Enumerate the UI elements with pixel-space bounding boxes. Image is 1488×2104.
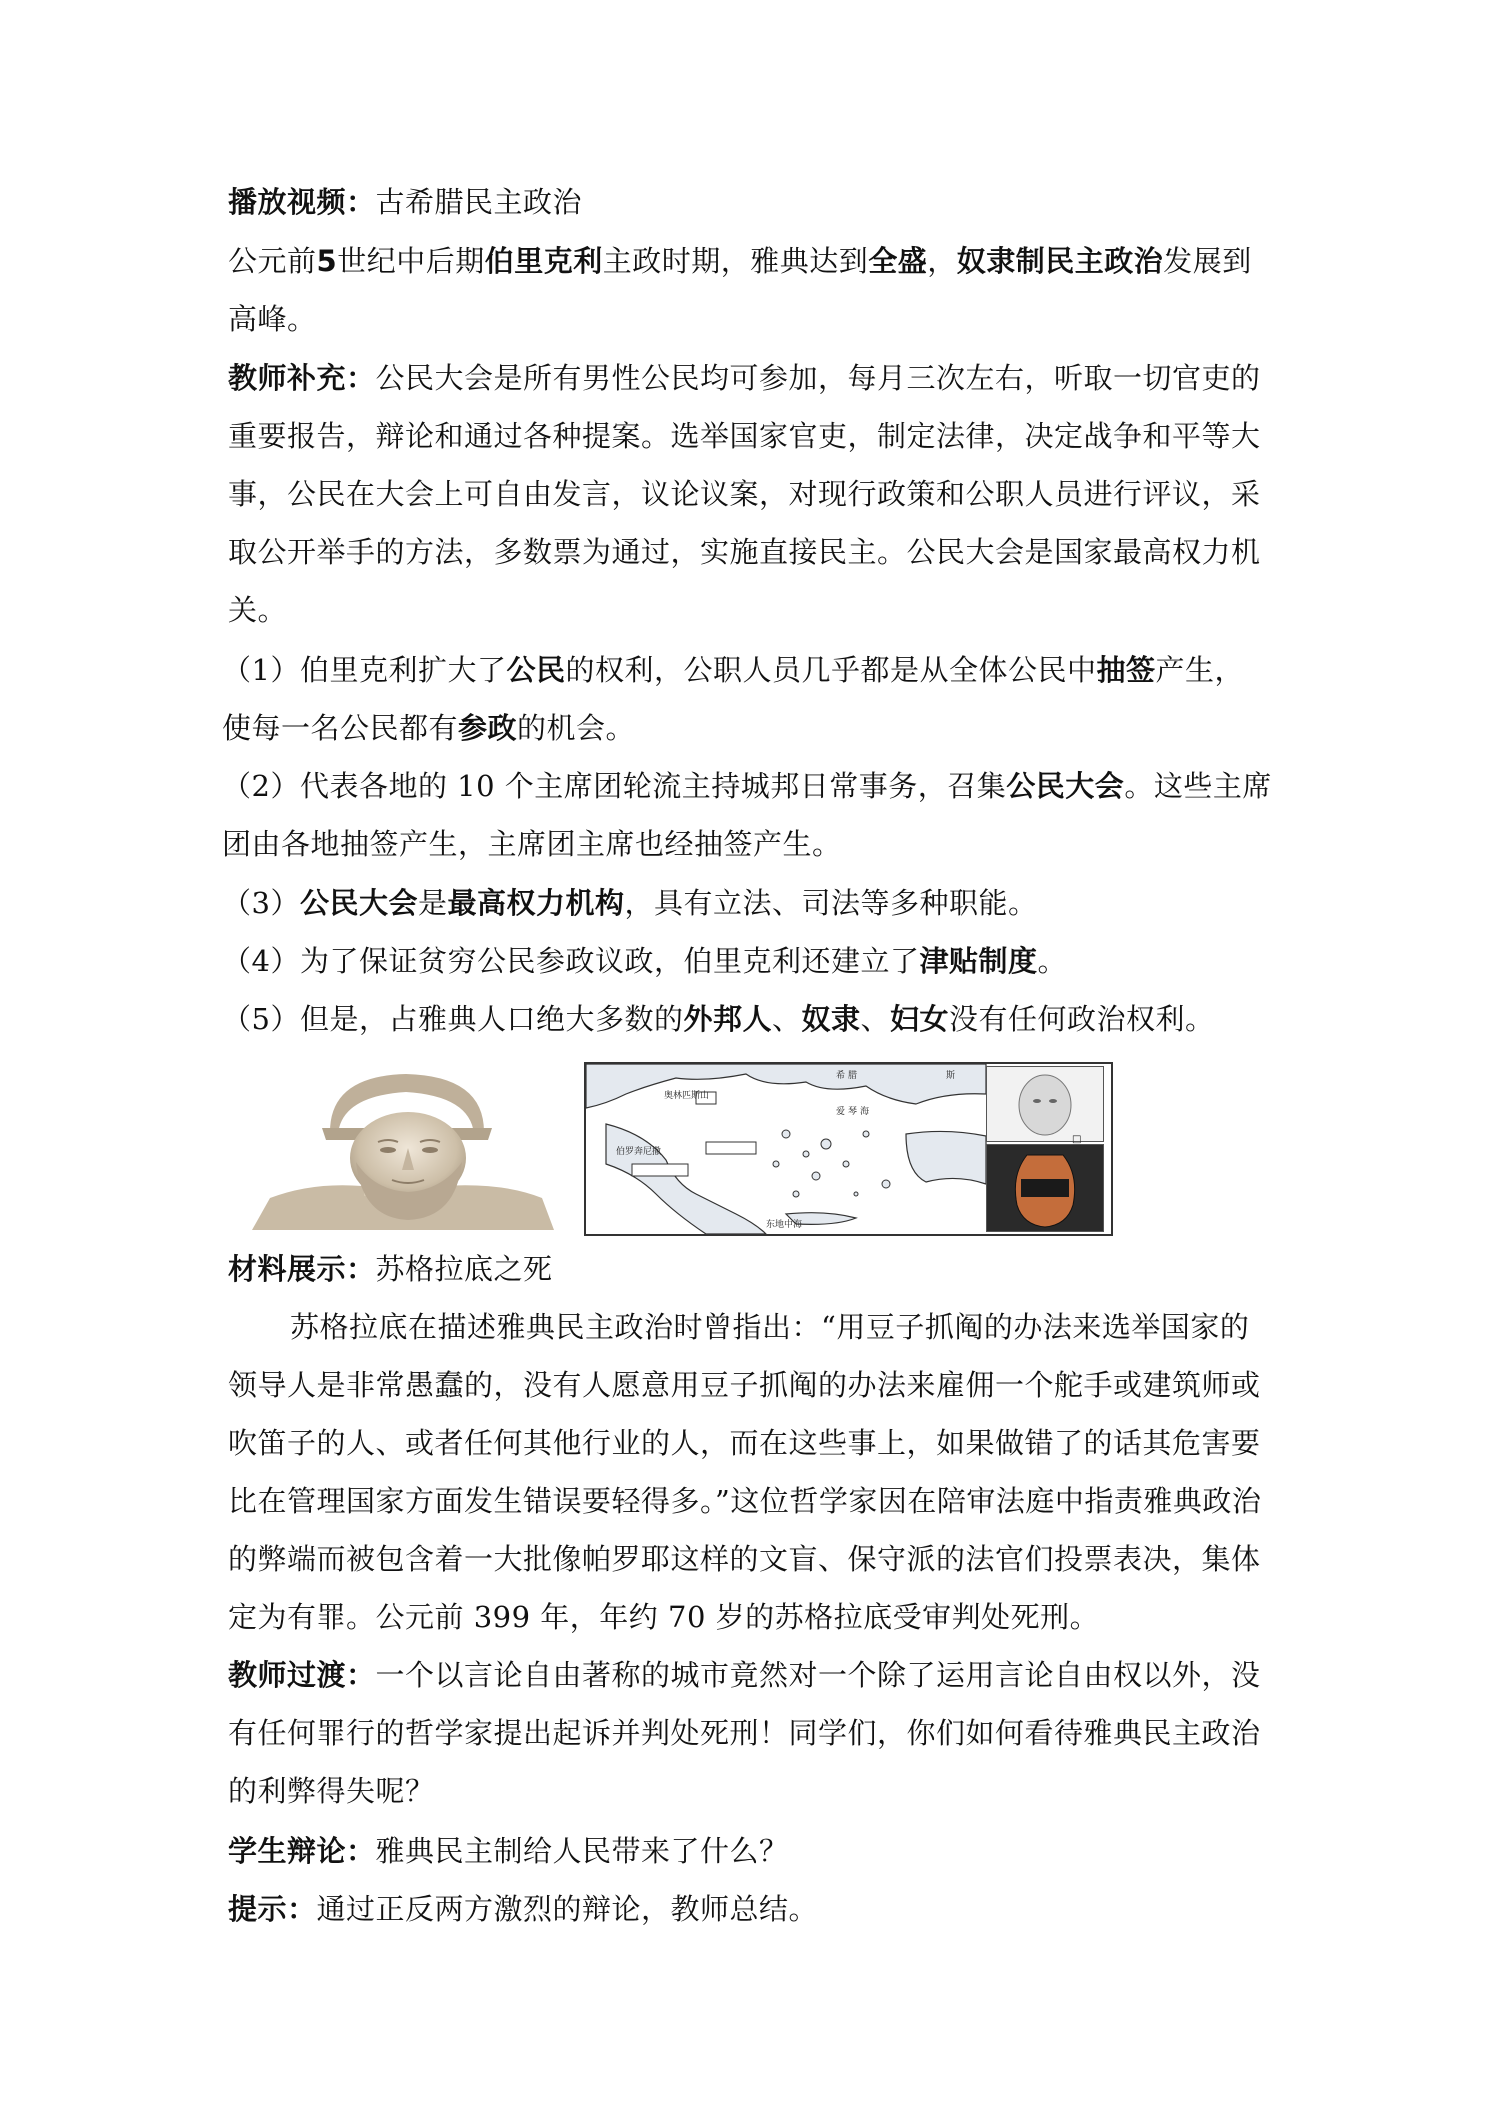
map-label-4: 爱: [836, 1107, 846, 1117]
point-5-slaves: 奴隶: [801, 1002, 861, 1036]
intro-text-4: ，: [927, 244, 957, 278]
intro-text-1: 公元前: [228, 244, 317, 278]
vase-svg: [987, 1145, 1103, 1231]
hint-label: 提示：: [228, 1892, 317, 1926]
point-5-foreigners: 外邦人: [683, 1002, 772, 1036]
point-5-text-g: 没有任何政治权利。: [949, 1002, 1215, 1036]
debate-label: 学生辩论：: [228, 1834, 376, 1868]
supplement-label: 教师补充：: [228, 361, 376, 395]
material-heading: [228, 1240, 1278, 1298]
point-1-participate: 参政: [458, 711, 518, 745]
point-2: [222, 757, 1272, 873]
point-3-text-c: 是: [417, 886, 448, 920]
point-5-sep-2: 、: [860, 1002, 891, 1036]
point-5-sep-1: 、: [771, 1002, 802, 1036]
material-title: 苏格拉底之死: [375, 1252, 553, 1286]
point-1: [222, 641, 1272, 757]
point-5-text-a: （5）但是，占雅典人口绝大多数的: [222, 1002, 684, 1036]
point-2-assembly: 公民大会: [1006, 769, 1125, 803]
video-heading: [228, 173, 1278, 231]
point-1-text-c: 的权利，公职人员几乎都是从全体公民中: [565, 653, 1097, 687]
point-4-text-c: 。: [1037, 944, 1067, 978]
point-1-citizen: 公民: [506, 653, 566, 687]
video-label: 播放视频：: [228, 185, 376, 219]
map-label-2: 斯: [946, 1071, 956, 1081]
intro-century: 5: [316, 244, 338, 278]
point-3-assembly: 公民大会: [299, 886, 418, 920]
point-3-text-a: （3）: [222, 886, 300, 920]
socrates-paragraph: [228, 1298, 1278, 1646]
teacher-supplement: [228, 349, 1278, 639]
student-debate: [228, 1822, 1278, 1880]
intro-peak: 全盛: [868, 244, 928, 278]
hint: [228, 1880, 1278, 1938]
intro-democracy: 奴隶制民主政治: [956, 244, 1164, 278]
point-1-text-a: （1）伯里克利扩大了: [222, 653, 507, 687]
point-2-text-a: （2）代表各地的 10 个主席团轮流主持城邦日常事务，召集: [222, 769, 1007, 803]
map-label-6: 海: [860, 1107, 870, 1117]
map-label-1: 腊: [848, 1071, 858, 1081]
map-label-8: 奥林匹斯山: [664, 1091, 710, 1101]
debate-text: 雅典民主制给人民带来了什么？: [375, 1834, 789, 1868]
teacher-transition: [228, 1646, 1278, 1820]
material-label: 材料展示：: [228, 1252, 376, 1286]
map-label-9: 东地中海: [766, 1220, 803, 1230]
socrates-text: 苏格拉底在描述雅典民主政治时曾指出：“用豆子抓阄的办法来选举国家的领导人是非常愚蠢的，没有人愿意用豆子抓阄的办法来雇佣一个舵手或建筑师或吹笛子的人、或者任何其他行业的人，而在这些事上，如果做错了的话其危害要比在管理国家方面发生错误要轻得多。”这位哲学家因在陪审法庭中指责雅典政治的弊端而被包含着一大批像帕罗耶这样的文盲、保守派的法官们投票表决，集体定为有罪。公元前 399 年，年约 70 岁的苏格拉底受审判处死刑。: [228, 1310, 1262, 1634]
intro-pericles: 伯里克利: [484, 244, 603, 278]
intro-text-2: 世纪中后期: [337, 244, 485, 278]
statue-head-svg: [987, 1067, 1103, 1141]
map-label-5: 琴: [848, 1107, 858, 1117]
supplement-text: 公民大会是所有男性公民均可参加，每月三次左右，听取一切官吏的重要报告，辩论和通过各种提案。选举国家官吏，制定法律，决定战争和平等大事，公民在大会上可自由发言，议论议案，对现行政策和公职人员进行评议，采取公开举手的方法，多数票为通过，实施直接民主。公民大会是国家最高权力机关。: [228, 361, 1261, 627]
point-3: [222, 874, 1272, 932]
intro-text-5: 发展到高峰。: [228, 244, 1252, 336]
transition-text: 一个以言论自由著称的城市竟然对一个除了运用言论自由权以外，没有任何罪行的哲学家提出起诉并判处死刑！同学们，你们如何看待雅典民主政治的利弊得失呢？: [228, 1658, 1261, 1808]
transition-label: 教师过渡：: [228, 1658, 376, 1692]
map-label-0: 希: [836, 1071, 846, 1081]
point-5-women: 妇女: [890, 1002, 950, 1036]
point-2-text-c: 。这些主席团由各地抽签产生，主席团主席也经抽签产生。: [222, 769, 1272, 861]
intro-paragraph: [228, 232, 1278, 348]
point-1-lot: 抽签: [1096, 653, 1156, 687]
hint-text: 通过正反两方激烈的辩论，教师总结。: [316, 1892, 819, 1926]
map-inset-statue: [986, 1066, 1104, 1142]
point-3-supreme: 最高权力机构: [447, 886, 625, 920]
map-inset-vase: [986, 1144, 1104, 1232]
point-5: [222, 990, 1272, 1048]
point-4: [222, 932, 1272, 990]
map-inset-caption: □: [1072, 1134, 1082, 1145]
point-3-text-e: ，具有立法、司法等多种职能。: [624, 886, 1038, 920]
pericles-bust-image: [252, 1070, 554, 1230]
point-1-text-g: 的机会。: [517, 711, 636, 745]
intro-text-3: 主政时期，雅典达到: [602, 244, 869, 278]
greece-map-image: [584, 1062, 1113, 1236]
point-4-allowance: 津贴制度: [919, 944, 1038, 978]
point-1-text-e: 产生，使每一名公民都有: [222, 653, 1245, 745]
video-title: 古希腊民主政治: [375, 185, 583, 219]
point-4-text-a: （4）为了保证贫穷公民参政议政，伯里克利还建立了: [222, 944, 920, 978]
map-label-7: 伯罗奔尼撒: [616, 1147, 662, 1157]
